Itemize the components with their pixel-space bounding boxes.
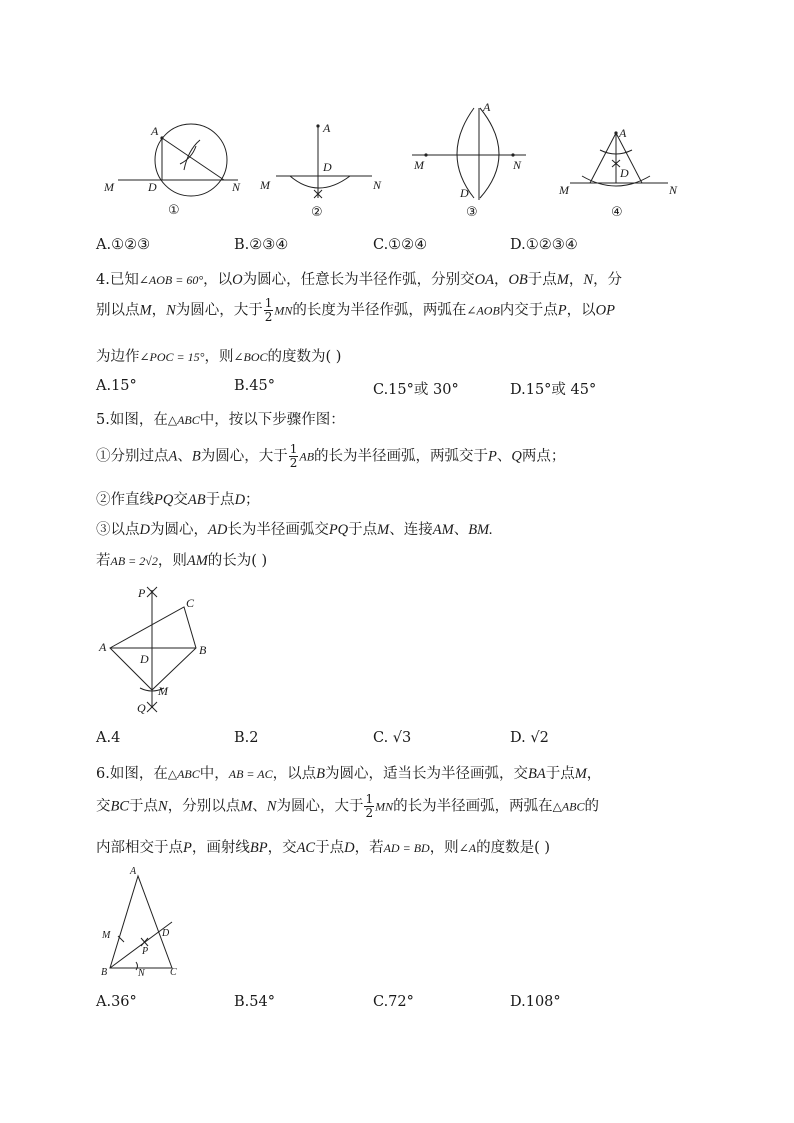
q5-point-p: P xyxy=(488,448,497,465)
q6-triangle-abc: △ABC xyxy=(552,799,585,814)
fig1-label-d: D xyxy=(148,180,157,194)
q5-text: ； xyxy=(245,492,260,508)
q5-fig-label-a: A xyxy=(99,640,107,654)
fig2-label-m: M xyxy=(260,178,270,192)
fig2-caption: ② xyxy=(311,205,323,220)
q6-point-d: D xyxy=(344,840,355,856)
q4-text: 为边作 xyxy=(96,349,140,365)
q5-fig-label-d: D xyxy=(140,652,149,666)
q6-fig-label-b: B xyxy=(101,967,108,978)
q4-option-d[interactable]: D.15°或 45° xyxy=(510,382,597,398)
q6-segment-bc: BC xyxy=(110,798,130,815)
q6-triangle-abc: △ABC xyxy=(167,767,200,781)
q5-segment-ad: AD xyxy=(207,522,228,538)
fig3-label-n: N xyxy=(513,158,522,172)
q4-angle-boc: ∠BOC xyxy=(233,350,268,364)
q4-segment-mn: MN xyxy=(274,303,293,318)
q5-fig-label-m: M xyxy=(158,684,168,698)
q5-triangle-abc: △ABC xyxy=(167,413,200,427)
q6-fig-label-p: P xyxy=(142,946,149,957)
q5-option-c[interactable]: C. √3 xyxy=(373,730,412,746)
q6-text: 于点 xyxy=(315,840,345,856)
q5-segment-bm: BM. xyxy=(468,522,493,538)
q6-text: 6.如图，在 xyxy=(96,766,168,782)
q5-line-pq: PQ xyxy=(328,522,349,538)
q6-fig-label-d: D xyxy=(162,928,170,939)
q5-text: ③以点 xyxy=(96,522,140,538)
fig4-label-n: N xyxy=(669,183,678,197)
q6-fig-label-n: N xyxy=(138,968,145,979)
fig2-label-a: A xyxy=(323,121,331,135)
q4-point-o: O xyxy=(232,272,243,288)
q5-line-pq: PQ xyxy=(154,492,174,508)
q4-text: ，以 xyxy=(566,302,596,319)
q5-text: 中，按以下步骤作图： xyxy=(199,412,345,428)
fig3-label-d: D xyxy=(460,186,469,200)
fraction-denominator: 2 xyxy=(264,310,273,324)
q5-fig-label-p: P xyxy=(138,586,146,600)
q6-option-c[interactable]: C.72° xyxy=(373,994,414,1010)
q4-text: 的长度为半径作弧，两弧在 xyxy=(292,302,467,319)
q6-point-n: N xyxy=(158,798,168,815)
q4-text: ，则 xyxy=(204,349,234,365)
q4-text: ，以 xyxy=(203,272,233,288)
q6-equation-ab-ac: AB = AC xyxy=(228,767,273,781)
fig1-label-n: N xyxy=(232,180,241,194)
q4-ray-oa: OA xyxy=(474,272,494,288)
q5-text: 、 xyxy=(177,448,192,465)
q6-point-m: M xyxy=(240,798,253,815)
q4-text: ， xyxy=(151,302,167,319)
q4-text: ， xyxy=(568,272,584,288)
q4-text: 为圆心，任意长为半径作弧，分别交 xyxy=(242,272,475,288)
q6-fig-label-m: M xyxy=(102,930,111,941)
q5-text: 、连接 xyxy=(389,522,433,538)
fraction-denominator: 2 xyxy=(289,456,298,470)
q6-text: ， xyxy=(586,766,602,782)
q6-text: 于点 xyxy=(545,766,575,782)
fig1-caption: ① xyxy=(168,203,180,218)
fig4-label-d: D xyxy=(620,166,629,180)
fig3-label-m: M xyxy=(414,158,424,172)
fraction-denominator: 2 xyxy=(365,806,374,820)
q6-text: 为圆心，适当长为半径画弧，交 xyxy=(324,766,528,782)
fig2-label-d: D xyxy=(323,160,332,174)
q5-text: 长为半径画弧交 xyxy=(227,522,329,538)
q3-option-d[interactable]: D.①②③④ xyxy=(510,237,578,253)
q4-ray-op: OP xyxy=(595,302,615,319)
q4-option-b[interactable]: B.45° xyxy=(234,378,275,394)
q4-option-a[interactable]: A.15° xyxy=(96,378,137,394)
q4-text: ，分 xyxy=(593,272,623,288)
q5-segment-am: AM xyxy=(432,522,454,538)
q5-option-d[interactable]: D. √2 xyxy=(510,730,549,746)
q5-text: 于点 xyxy=(205,492,235,508)
q6-segment-ac: AC xyxy=(296,840,316,856)
q4-angle-aob: ∠AOB xyxy=(466,303,500,318)
q4-angle-aob: ∠AOB = 60° xyxy=(138,273,204,287)
q6-fig-label-a: A xyxy=(130,866,137,877)
fig2-label-n: N xyxy=(373,178,382,192)
q5-point-d: D xyxy=(139,522,150,538)
q6-angle-a: ∠A xyxy=(458,841,477,855)
q6-text: 为圆心，大于 xyxy=(276,798,364,815)
q5-fig-label-c: C xyxy=(186,596,195,610)
q6-point-b: B xyxy=(316,766,325,782)
q6-point-m: M xyxy=(574,766,587,782)
q4-option-c[interactable]: C.15°或 30° xyxy=(373,382,459,398)
q6-text: 于点 xyxy=(129,798,159,815)
q5-segment-ab: AB xyxy=(299,449,315,464)
q4-text: 的度数为( ) xyxy=(267,349,342,365)
q5-text: 若 xyxy=(96,553,111,569)
q6-option-b[interactable]: B.54° xyxy=(234,994,275,1010)
q5-point-a: A xyxy=(168,448,178,465)
q4-point-n: N xyxy=(583,272,594,288)
q5-fig-label-b: B xyxy=(199,643,207,657)
q5-text: 、 xyxy=(496,448,512,465)
q6-ray-bp: BP xyxy=(249,840,268,856)
q4-point-n: N xyxy=(166,302,176,319)
q5-text: 两点； xyxy=(521,448,566,465)
q6-text: 交 xyxy=(96,798,111,815)
q5-text: 于点 xyxy=(348,522,378,538)
q5-equation: AB = 2√2 xyxy=(110,554,158,568)
q5-text: 、 xyxy=(453,522,469,538)
q4-point-p: P xyxy=(557,302,567,319)
fig1-label-m: M xyxy=(104,180,114,194)
q5-text: 的长为半径画弧，两弧交于 xyxy=(314,448,489,465)
q6-text: ，以点 xyxy=(272,766,317,782)
fig3-caption: ③ xyxy=(466,205,478,220)
q6-text: 内部相交于点 xyxy=(96,840,183,856)
q6-text: ，画射线 xyxy=(191,840,250,856)
q4-angle-poc: ∠POC = 15° xyxy=(139,350,205,364)
q4-text: 4.已知 xyxy=(96,272,139,288)
q5-segment-am: AM xyxy=(186,553,208,569)
fig3-label-a: A xyxy=(483,100,491,114)
q3-option-b[interactable]: B.②③④ xyxy=(234,237,289,253)
q6-text: ，若 xyxy=(354,840,384,856)
q5-point-m: M xyxy=(377,522,390,538)
q5-point-d: D xyxy=(234,492,246,508)
fraction-numerator: 1 xyxy=(264,296,273,310)
fig1-label-a: A xyxy=(151,124,159,138)
q6-text: 的 xyxy=(584,798,600,815)
fig4-label-m: M xyxy=(559,183,569,197)
q5-text: 交 xyxy=(173,492,188,508)
q6-point-n: N xyxy=(266,798,277,815)
fig4-label-a: A xyxy=(619,126,627,140)
q5-text: 为圆心，大于 xyxy=(200,448,288,465)
q6-option-a[interactable]: A.36° xyxy=(96,994,137,1010)
q3-option-c[interactable]: C.①②④ xyxy=(373,237,428,253)
q5-text: ①分别过点 xyxy=(96,448,169,465)
q4-text: 为圆心，大于 xyxy=(175,302,263,319)
q6-equation-ad-bd: AD = BD xyxy=(383,841,430,855)
q5-option-a[interactable]: A.4 xyxy=(96,730,121,746)
fraction-numerator: 1 xyxy=(289,442,298,456)
q5-option-b[interactable]: B.2 xyxy=(234,730,259,746)
q4-point-m: M xyxy=(139,302,152,319)
q6-text: 的度数是( ) xyxy=(476,840,551,856)
q6-text: 、 xyxy=(252,798,267,815)
q5-fig-label-q: Q xyxy=(137,701,146,715)
fraction-numerator: 1 xyxy=(365,792,374,806)
q5-text: 为圆心， xyxy=(149,522,208,538)
q6-text: ，则 xyxy=(429,840,459,856)
q4-text: ， xyxy=(493,272,509,288)
q6-text: ，交 xyxy=(267,840,297,856)
q4-point-m: M xyxy=(556,272,569,288)
q6-text: 的长为半径画弧，两弧在 xyxy=(393,798,553,815)
q5-segment-ab: AB xyxy=(187,492,206,508)
q3-option-a[interactable]: A.①②③ xyxy=(96,237,151,253)
q6-option-d[interactable]: D.108° xyxy=(510,994,561,1010)
q6-point-p: P xyxy=(183,840,192,856)
q5-text: ，则 xyxy=(157,553,187,569)
q5-text: 5.如图，在 xyxy=(96,412,168,428)
fig4-caption: ④ xyxy=(611,205,623,220)
q5-text: 的长为( ) xyxy=(207,553,268,569)
q4-text: 内交于点 xyxy=(499,302,558,319)
q4-text: 别以点 xyxy=(96,302,140,319)
q6-segment-mn: MN xyxy=(375,799,394,814)
q6-text: 中， xyxy=(199,766,229,782)
q6-segment-ba: BA xyxy=(527,766,546,782)
q5-text: ②作直线 xyxy=(96,492,154,508)
q5-point-b: B xyxy=(191,448,201,465)
q4-ray-ob: OB xyxy=(508,272,528,288)
q6-text: ，分别以点 xyxy=(167,798,241,815)
q4-text: 于点 xyxy=(527,272,557,288)
q6-fig-label-c: C xyxy=(170,967,177,978)
q5-point-q: Q xyxy=(511,448,522,465)
